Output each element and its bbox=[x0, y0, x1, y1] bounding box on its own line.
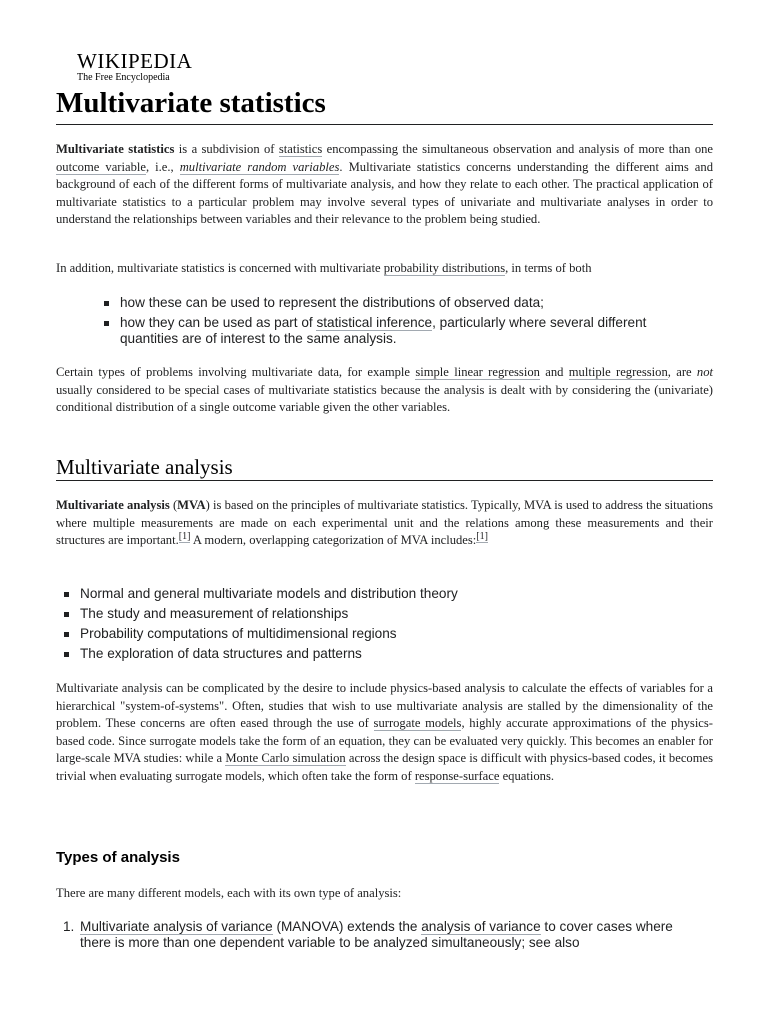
types-intro: There are many different models, each with its own type of analysis: bbox=[56, 886, 402, 900]
list-item bbox=[64, 626, 694, 642]
list-number: 1. bbox=[63, 919, 75, 934]
text-run: is a subdivision of bbox=[174, 142, 279, 156]
list-item-text: Normal and general multivariate models and distribution theory bbox=[80, 586, 458, 601]
link-surrogate-models[interactable]: surrogate models bbox=[373, 716, 462, 731]
section-heading-multivariate-analysis: Multivariate analysis bbox=[56, 454, 713, 481]
intro-bullet-list bbox=[104, 295, 694, 347]
reference-link-1[interactable]: [1] bbox=[178, 531, 191, 542]
list-item bbox=[104, 315, 694, 347]
types-numbered-list bbox=[56, 919, 696, 951]
list-item bbox=[64, 586, 694, 602]
link-response-surface[interactable]: response-surface bbox=[414, 768, 500, 783]
text-run: Certain types of problems involving multivariate data, for example bbox=[56, 365, 416, 379]
text-run: In addition, multivariate statistics is concerned with multivariate bbox=[56, 261, 384, 275]
wikipedia-tagline: The Free Encyclopedia bbox=[77, 72, 170, 83]
link-text: multivariate random variables bbox=[179, 159, 340, 174]
list-item-text: Probability computations of multidimensional regions bbox=[80, 626, 397, 641]
link-probability-distributions[interactable]: probability distributions bbox=[383, 261, 506, 275]
intro-paragraph-2 bbox=[56, 260, 713, 278]
page-title: Multivariate statistics bbox=[56, 84, 713, 125]
text-run: encompassing the simultaneous observation and analysis of more than one bbox=[322, 142, 713, 156]
mva-paragraph-1 bbox=[56, 497, 713, 550]
list-item bbox=[104, 295, 694, 311]
list-item-text: (MANOVA) extends the bbox=[272, 919, 422, 934]
text-run: across the design space is difficult with physics-based codes, it becomes trivial when evaluating surrogate models, which often take the form of bbox=[56, 751, 713, 783]
text-run: ) is based on the principles of multivariate statistics. Typically, MVA is used to address the situations where multiple measurements are made on each experimental unit and the relations among these measurements and their structures are important. bbox=[56, 498, 713, 548]
term-bold: MVA bbox=[177, 498, 206, 512]
mva-category-list bbox=[64, 586, 694, 662]
text-run: Multivariate analysis can be complicated by the desire to include physics-based analysis to calculate the effects of variables for a hierarchical "system-of-systems". Often, studies that wish to use multivariate analysis are stalled by the dimensionality of the problem. These concerns are often eased through the use of bbox=[56, 681, 713, 731]
text-run: , are bbox=[667, 365, 697, 379]
list-item-text: how they can be used as part of bbox=[120, 315, 317, 330]
intro-paragraph-1 bbox=[56, 141, 713, 229]
term-bold: Multivariate statistics bbox=[56, 142, 175, 156]
text-run: , in terms of both bbox=[505, 261, 592, 275]
term-bold: Multivariate analysis bbox=[56, 498, 170, 512]
list-item-text: to cover cases where there is more than one dependent variable to be analyzed simultaneously; see also bbox=[80, 919, 673, 950]
list-item bbox=[64, 646, 694, 662]
list-item-text: The study and measurement of relationships bbox=[80, 606, 349, 621]
text-run: equations. bbox=[499, 768, 555, 783]
text-run: , i.e., bbox=[145, 159, 180, 174]
reference-link-1b[interactable]: [1] bbox=[476, 531, 488, 542]
list-item-text: The exploration of data structures and patterns bbox=[80, 646, 362, 661]
link-simple-linear-regression[interactable]: simple linear regression bbox=[415, 365, 540, 379]
text-run: ( bbox=[169, 498, 178, 512]
wikipedia-wordmark[interactable] bbox=[77, 50, 192, 84]
link-analysis-of-variance[interactable]: analysis of variance bbox=[421, 919, 541, 934]
text-run: , highly accurate approximations of the physics-based code. Since surrogate models take the form of an equation, they can be evaluated very quickly. This becomes an enabler for large-scale MVA studies: while a bbox=[56, 716, 713, 766]
text-run: . Multivariate statistics concerns understanding the different aims and background of each of the different forms of multivariate analysis, and how they relate to each other. The practical application of multivariate statistics to a particular problem may involve several types of univariate and multivariate analyses in order to understand the relationships between variables and their relevance to the problem being studied. bbox=[56, 159, 713, 227]
link-statistical-inference[interactable]: statistical inference bbox=[316, 315, 433, 330]
link-multivariate-random-variables[interactable] bbox=[180, 160, 340, 175]
mva-paragraph-2 bbox=[56, 680, 713, 786]
wikipedia-logo-text[interactable]: WIKIPEDIA bbox=[77, 49, 193, 73]
emphasis-not: not bbox=[696, 365, 713, 379]
link-statistics[interactable]: statistics bbox=[278, 142, 323, 156]
list-item bbox=[64, 606, 694, 622]
link-outcome-variable[interactable]: outcome variable bbox=[56, 159, 146, 174]
list-item-text: , particularly where several different quantities are of interest to the same analysis. bbox=[120, 315, 647, 346]
list-item-text: how these can be used to represent the distributions of observed data; bbox=[120, 295, 544, 310]
intro-paragraph-3 bbox=[56, 364, 713, 417]
link-multiple-regression[interactable]: multiple regression bbox=[568, 365, 668, 379]
subsection-heading-types-of-analysis: Types of analysis bbox=[56, 849, 180, 866]
text-run: and bbox=[539, 365, 569, 379]
list-item bbox=[56, 919, 696, 951]
text-run: usually considered to be special cases of multivariate statistics because the analysis is dealt with by considering the (univariate) conditional distribution of a single outcome variable given the other variables. bbox=[56, 382, 713, 415]
link-monte-carlo-simulation[interactable]: Monte Carlo simulation bbox=[225, 751, 346, 766]
text-run: A modern, overlapping categorization of MVA includes: bbox=[190, 533, 477, 548]
link-manova[interactable]: Multivariate analysis of variance bbox=[80, 919, 273, 934]
